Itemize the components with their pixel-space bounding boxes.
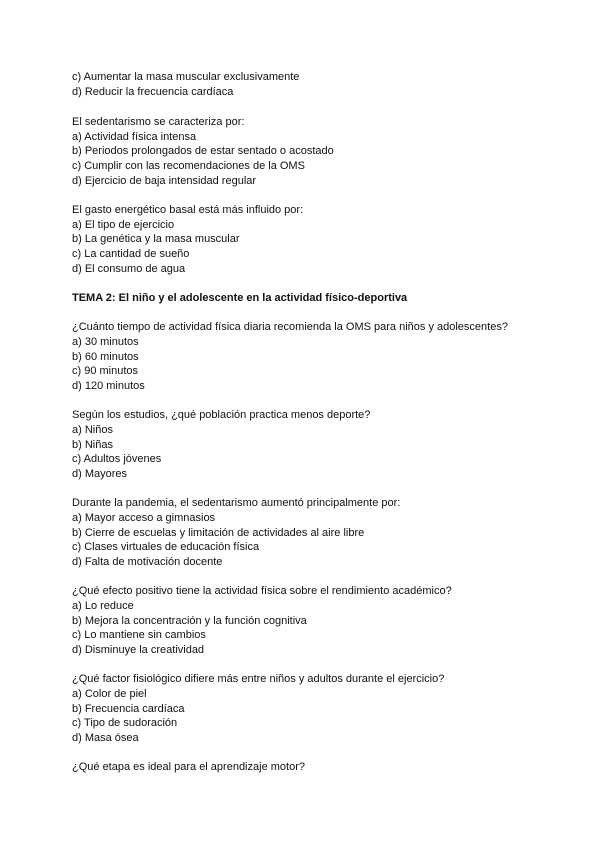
answer-option: c) Tipo de sudoración bbox=[72, 717, 178, 729]
answer-option: b) Frecuencia cardíaca bbox=[72, 703, 185, 715]
answer-option: c) Aumentar la masa muscular exclusivamente bbox=[72, 71, 300, 83]
question-text: ¿Qué factor fisiológico difiere más entre niños y adultos durante el ejercicio? bbox=[72, 673, 445, 685]
question-text: El sedentarismo se caracteriza por: bbox=[72, 116, 245, 128]
question-text: ¿Cuánto tiempo de actividad física diaria recomienda la OMS para niños y adolescentes? bbox=[72, 321, 508, 333]
answer-option: a) Actividad física intensa bbox=[72, 131, 197, 143]
answer-option: b) La genética y la masa muscular bbox=[72, 233, 240, 245]
answer-option: c) 90 minutos bbox=[72, 365, 139, 377]
answer-option: d) El consumo de agua bbox=[72, 263, 186, 275]
answer-option: c) Adultos jóvenes bbox=[72, 453, 162, 465]
question-text: Durante la pandemia, el sedentarismo aumentó principalmente por: bbox=[72, 497, 401, 509]
answer-option: d) 120 minutos bbox=[72, 380, 145, 392]
question-text: Según los estudios, ¿qué población practica menos deporte? bbox=[72, 409, 371, 421]
answer-option: d) Masa ósea bbox=[72, 732, 139, 744]
answer-option: a) Lo reduce bbox=[72, 600, 134, 612]
answer-option: d) Ejercicio de baja intensidad regular bbox=[72, 175, 257, 187]
answer-option: c) Clases virtuales de educación física bbox=[72, 541, 260, 553]
answer-option: d) Reducir la frecuencia cardíaca bbox=[72, 86, 234, 98]
answer-option: a) 30 minutos bbox=[72, 336, 139, 348]
answer-option: a) Mayor acceso a gimnasios bbox=[72, 512, 216, 524]
answer-option: a) Color de piel bbox=[72, 688, 147, 700]
answer-option: b) Cierre de escuelas y limitación de actividades al aire libre bbox=[72, 527, 365, 539]
answer-option: d) Falta de motivación docente bbox=[72, 556, 223, 568]
question-text: ¿Qué efecto positivo tiene la actividad física sobre el rendimiento académico? bbox=[72, 585, 452, 597]
question-text: El gasto energético basal está más influido por: bbox=[72, 204, 304, 216]
answer-option: a) Niños bbox=[72, 424, 113, 436]
answer-option: b) 60 minutos bbox=[72, 351, 139, 363]
question-text: ¿Qué etapa es ideal para el aprendizaje motor? bbox=[72, 761, 305, 773]
answer-option: a) El tipo de ejercicio bbox=[72, 219, 175, 231]
answer-option: c) Cumplir con las recomendaciones de la OMS bbox=[72, 160, 305, 172]
answer-option: c) Lo mantiene sin cambios bbox=[72, 629, 206, 641]
answer-option: c) La cantidad de sueño bbox=[72, 248, 190, 260]
answer-option: d) Disminuye la creatividad bbox=[72, 644, 205, 656]
section-heading: TEMA 2: El niño y el adolescente en la actividad físico-deportiva bbox=[72, 292, 408, 304]
answer-option: b) Mejora la concentración y la función cognitiva bbox=[72, 615, 307, 627]
answer-option: d) Mayores bbox=[72, 468, 128, 480]
answer-option: b) Niñas bbox=[72, 439, 113, 451]
answer-option: b) Periodos prolongados de estar sentado o acostado bbox=[72, 145, 334, 157]
